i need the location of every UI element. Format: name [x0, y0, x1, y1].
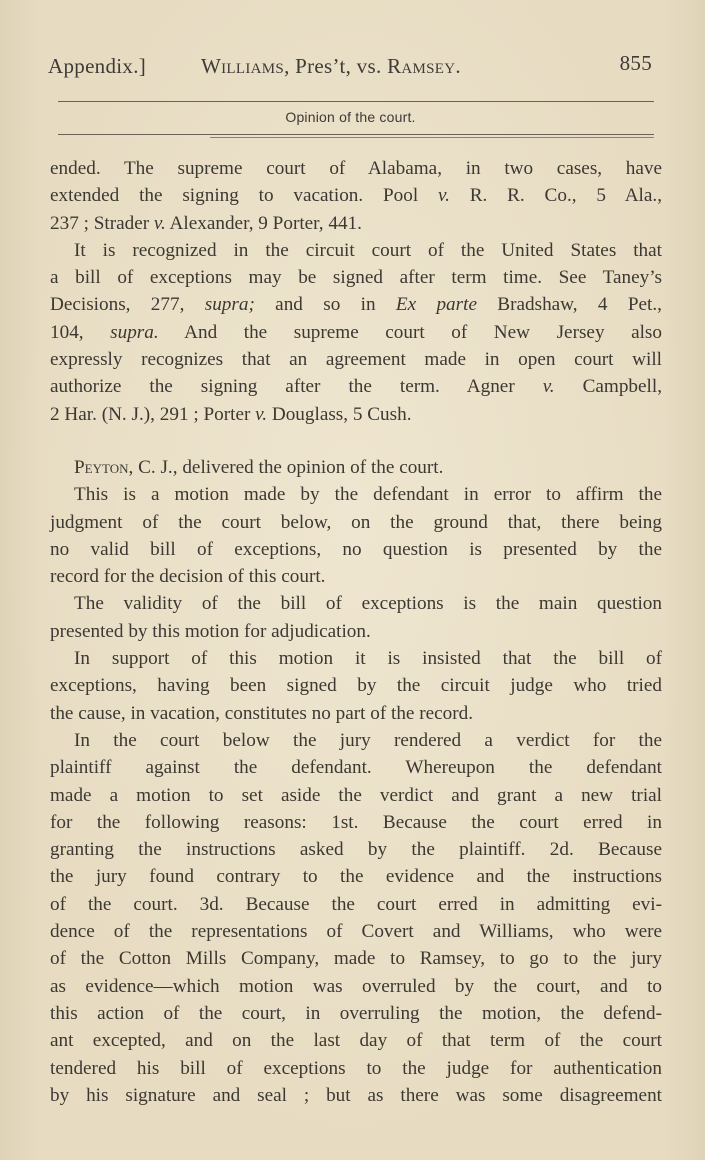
text-line: 237 ; Strader v. Alexander, 9 Porter, 441. [50, 212, 362, 234]
paragraph-3-opinion-intro [50, 454, 662, 481]
text-line: ant excepted, and on the last day of that term of the court [50, 1030, 662, 1052]
text-line: It is recognized in the circuit court of the United States that [74, 239, 662, 261]
text-line: This is a motion made by the defendant in error to affirm the [74, 484, 662, 506]
text-line: as evidence—which motion was overruled by the court, and to [50, 975, 662, 997]
text-line: plaintiff against the defendant. Whereupon the defendant [50, 757, 662, 779]
text-line: The validity of the bill of exceptions is the main question [74, 593, 662, 615]
text-line: ended. The supreme court of Alabama, in two cases, have [50, 158, 662, 179]
text-line: dence of the representations of Covert and Williams, who were [50, 921, 662, 943]
header-rule-bottom [58, 134, 654, 135]
text-line: granting the instructions asked by the plaintiff. 2d. Because [50, 839, 662, 861]
paragraph-1 [50, 155, 662, 237]
paragraph-7 [50, 727, 662, 1109]
text-line: Decisions, 277, supra; and so in Ex parte Bradshaw, 4 Pet., [50, 294, 662, 316]
text-line: record for the decision of this court. [50, 566, 326, 588]
page-number: 855 [619, 51, 652, 75]
paragraph-2 [50, 237, 662, 428]
paragraph-gap [50, 428, 662, 454]
text-line: tendered his bill of exceptions to the judge for authentication [50, 1057, 662, 1079]
text-line: 104, supra. And the supreme court of New Jersey also [50, 321, 662, 343]
text-line: no valid bill of exceptions, no question is presented by the [50, 538, 662, 560]
text-line: of the court. 3d. Because the court erred in admitting evi- [50, 893, 662, 915]
section-title [0, 109, 705, 125]
text-line: for the following reasons: 1st. Because the court erred in [50, 811, 662, 833]
case-title-end: . [455, 54, 461, 78]
text-line: In support of this motion it is insisted that the bill of [74, 648, 662, 670]
text-line: the jury found contrary to the evidence and the instructions [50, 866, 662, 888]
running-head-case-title [201, 54, 461, 79]
text-line: extended the signing to vacation. Pool v. R. R. Co., 5 Ala., [50, 185, 662, 207]
paragraph-5 [50, 590, 662, 645]
text-line: 2 Har. (N. J.), 291 ; Porter v. Douglass, 5 Cush. [50, 403, 412, 425]
text-line: the cause, in vacation, constitutes no part of the record. [50, 702, 474, 724]
paragraph-6 [50, 645, 662, 727]
case-title-initial-2: R [387, 54, 402, 78]
running-head [48, 51, 658, 84]
text-line: expressly recognizes that an agreement made in open court will [50, 349, 662, 371]
text-line: authorize the signing after the term. Agner v. Campbell, [50, 376, 663, 398]
case-title-middle: , Pres’t, vs. [284, 54, 388, 78]
running-head-left: Appendix.] [48, 54, 147, 78]
text-line: judgment of the court below, on the ground that, there being [50, 511, 662, 533]
case-title-smallcaps-2: amsey [401, 54, 456, 78]
text-line: Peyton, C. J., delivered the opinion of the court. [74, 456, 444, 478]
body-text [50, 155, 662, 1109]
text-line: presented by this motion for adjudication. [50, 620, 371, 642]
text-line: of the Cotton Mills Company, made to Ramsey, to go to the jury [50, 948, 662, 970]
case-title-initial-1: W [201, 54, 222, 78]
text-line: In the court below the jury rendered a verdict for the [74, 729, 662, 751]
header-rule-top [58, 101, 654, 102]
text-line: by his signature and seal ; but as there was some disagreement [50, 1084, 662, 1106]
text-line: this action of the court, in overruling the motion, the defend- [50, 1002, 662, 1024]
text-line: a bill of exceptions may be signed after term time. See Taney’s [50, 267, 662, 289]
paragraph-4 [50, 481, 662, 590]
text-line: exceptions, having been signed by the circuit judge who tried [50, 675, 662, 697]
header-rule-bottom-double [210, 137, 654, 138]
case-title-smallcaps-1: illiams [221, 54, 285, 78]
section-title-text: Opinion of the court. [285, 109, 416, 125]
text-line: made a motion to set aside the verdict and grant a new trial [50, 784, 662, 806]
